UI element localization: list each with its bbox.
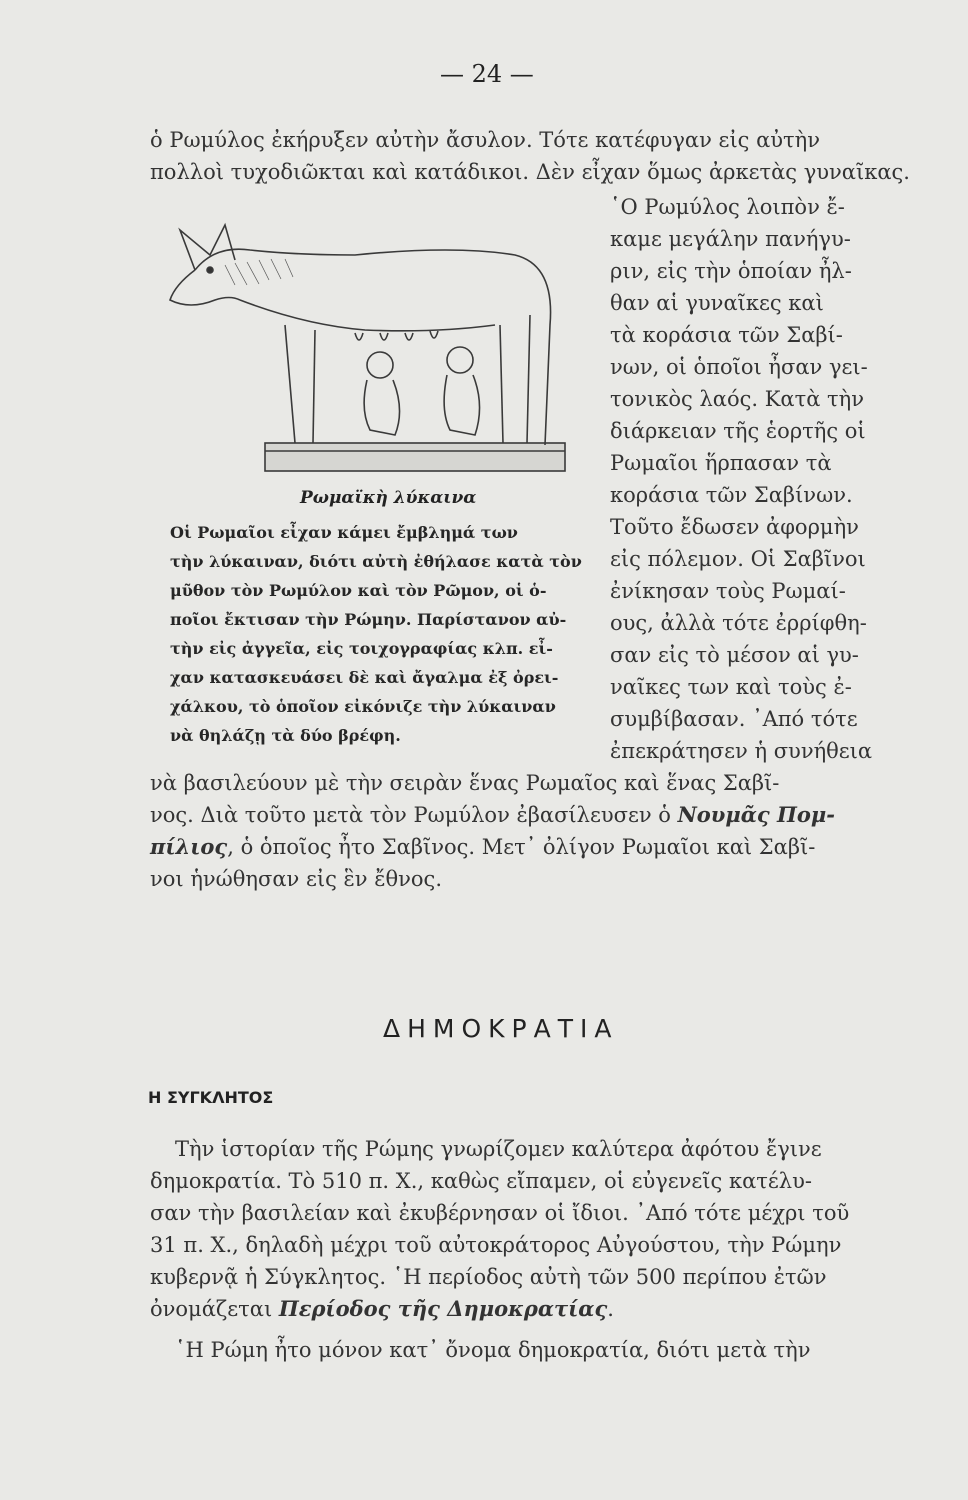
text-span: . bbox=[607, 1297, 614, 1321]
emphasis-term: Περίοδος τῆς Δημοκρατίας bbox=[278, 1296, 608, 1321]
text-line: Τοῦτο ἔδωσεν ἀφορμὴν bbox=[610, 515, 859, 539]
text-span: νος. Διὰ τοῦτο μετὰ τὸν Ρωμύλον ἐβασίλευσεν ὁ bbox=[150, 803, 678, 827]
text-line: πολλοὶ τυχοδιῶκται καὶ κατάδικοι. Δὲν εἶχαν ὅμως ἀρκετὰς γυναῖκας. bbox=[150, 160, 910, 184]
page-number: — 24 — bbox=[440, 60, 534, 88]
caption-line: νὰ θηλάζῃ τὰ δύο βρέφη. bbox=[170, 726, 401, 745]
caption-line: μῦθον τὸν Ρωμύλον καὶ τὸν Ρῶμον, οἱ ὁ- bbox=[170, 581, 547, 600]
text-line: κοράσια τῶν Σαβίνων. bbox=[610, 483, 853, 507]
text-line: ους, ἀλλὰ τότε ἐρρίφθη- bbox=[610, 611, 867, 635]
emphasis-name: πίλιος bbox=[150, 834, 228, 859]
text-span: , ὁ ὁποῖος ἦτο Σαβῖνος. Μετ᾽ ὀλίγον Ρωμαῖοι καὶ Σαβῖ- bbox=[227, 835, 816, 859]
text-line: εἰς πόλεμον. Οἱ Σαβῖνοι bbox=[610, 547, 866, 571]
text-line: θαν αἱ γυναῖκες καὶ bbox=[610, 291, 824, 315]
section-heading: ΔΗΜΟΚΡΑΤΙΑ bbox=[383, 1014, 619, 1043]
text-line bbox=[150, 833, 815, 861]
text-line: ἐπεκράτησεν ἡ συνήθεια bbox=[610, 739, 873, 763]
text-line: νοι ἡνώθησαν εἰς ἓν ἔθνος. bbox=[150, 867, 442, 891]
text-line bbox=[150, 801, 835, 829]
caption-line: χάλκου, τὸ ὁποῖον εἰκόνιζε τὴν λύκαιναν bbox=[170, 697, 556, 716]
emphasis-name: Νουμᾶς Πομ- bbox=[677, 802, 835, 827]
text-line: διάρκειαν τῆς ἑορτῆς οἱ bbox=[610, 419, 866, 443]
text-line: σαν εἰς τὸ μέσον αἱ γυ- bbox=[610, 643, 859, 667]
text-line: ῾Ο Ρωμύλος λοιπὸν ἔ- bbox=[610, 195, 845, 219]
text-line: σαν τὴν βασιλείαν καὶ ἐκυβέρνησαν οἱ ἴδιοι. ᾿Από τότε μέχρι τοῦ bbox=[150, 1201, 850, 1225]
text-line: ῾Η Ρώμη ἦτο μόνον κατ᾽ ὄνομα δημοκρατία, διότι μετὰ τὴν bbox=[175, 1338, 811, 1362]
figure-caption-title: Ρωμαϊκὴ λύκαινα bbox=[300, 488, 477, 508]
section-subheading: Η ΣΥΓΚΛΗΤΟΣ bbox=[148, 1088, 274, 1107]
text-line: κυβερνᾷ ἡ Σύγκλητος. ῾Η περίοδος αὐτὴ τῶν 500 περίπου ἐτῶν bbox=[150, 1265, 827, 1289]
text-line: τονικὸς λαός. Κατὰ τὴν bbox=[610, 387, 865, 411]
caption-line: χαν κατασκευάσει δὲ καὶ ἄγαλμα ἐξ ὀρει- bbox=[170, 668, 559, 687]
caption-line: Οἱ Ρωμαῖοι εἶχαν κάμει ἔμβλημά των bbox=[170, 523, 518, 542]
text-line bbox=[150, 1295, 614, 1323]
text-line: νὰ βασιλεύουν μὲ τὴν σειρὰν ἕνας Ρωμαῖος καὶ ἕνας Σαβῖ- bbox=[150, 771, 780, 795]
text-line: ἐνίκησαν τοὺς Ρωμαί- bbox=[610, 579, 846, 603]
text-span: ὀνομάζεται bbox=[150, 1297, 279, 1321]
text-line: νων, οἱ ὁποῖοι ἦσαν γει- bbox=[610, 355, 868, 379]
text-line: τὰ κοράσια τῶν Σαβί- bbox=[610, 323, 843, 347]
text-line: συμβίβασαν. ᾿Από τότε bbox=[610, 707, 858, 731]
text-line: ὁ Ρωμύλος ἐκήρυξεν αὐτὴν ἄσυλον. Τότε κατέφυγαν εἰς αὐτὴν bbox=[150, 128, 821, 152]
text-line: ναῖκες των καὶ τοὺς ἐ- bbox=[610, 675, 852, 699]
text-line: Ρωμαῖοι ἥρπασαν τὰ bbox=[610, 451, 832, 475]
text-line: ριν, εἰς τὴν ὁποίαν ἦλ- bbox=[610, 259, 852, 283]
she-wolf-illustration bbox=[155, 215, 595, 490]
text-line: Τὴν ἱστορίαν τῆς Ρώμης γνωρίζομεν καλύτερα ἀφότου ἔγινε bbox=[175, 1137, 822, 1161]
text-line: 31 π. Χ., δηλαδὴ μέχρι τοῦ αὐτοκράτορος Αὐγούστου, τὴν Ρώμην bbox=[150, 1233, 842, 1257]
caption-line: ποῖοι ἔκτισαν τὴν Ρώμην. Παρίστανον αὐ- bbox=[170, 610, 567, 629]
text-line: δημοκρατία. Τὸ 510 π. Χ., καθὼς εἴπαμεν, οἱ εὐγενεῖς κατέλυ- bbox=[150, 1169, 812, 1193]
caption-line: τὴν λύκαιναν, διότι αὐτὴ ἐθήλασε κατὰ τὸν bbox=[170, 552, 582, 571]
text-line: καμε μεγάλην πανήγυ- bbox=[610, 227, 851, 251]
caption-line: τὴν εἰς ἀγγεῖα, εἰς τοιχογραφίας κλπ. εἶ- bbox=[170, 639, 553, 658]
